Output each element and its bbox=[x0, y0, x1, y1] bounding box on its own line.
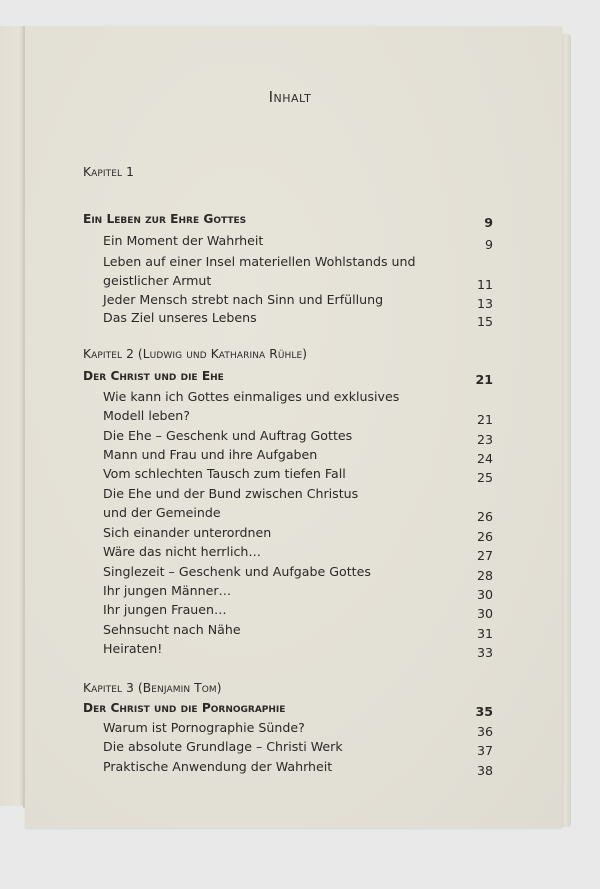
entry-title-continued: und der Gemeinde bbox=[103, 505, 221, 520]
entry-title: Die absolute Grundlage – Christi Werk bbox=[103, 739, 343, 754]
toc-entry[interactable] bbox=[83, 464, 493, 484]
chapter-heading-text: Kapitel 1 bbox=[83, 165, 134, 179]
page-number: 23 bbox=[476, 432, 493, 447]
entry-title: Das Ziel unseres Lebens bbox=[103, 310, 257, 325]
chapter-heading bbox=[83, 344, 493, 364]
page-number: 9 bbox=[484, 215, 493, 230]
toc-entry[interactable] bbox=[83, 562, 493, 582]
entry-title: Warum ist Pornographie Sünde? bbox=[103, 720, 305, 735]
toc-entry-line[interactable] bbox=[83, 484, 493, 504]
toc-entry[interactable] bbox=[83, 308, 493, 328]
page-number: 28 bbox=[476, 568, 493, 583]
entry-title: Leben auf einer Insel materiellen Wohlstands und bbox=[103, 254, 416, 269]
entry-title: Ihr jungen Frauen… bbox=[103, 602, 227, 617]
entry-title-continued: Modell leben? bbox=[103, 408, 190, 423]
page-number: 9 bbox=[484, 237, 493, 252]
toc-entry[interactable] bbox=[83, 639, 493, 659]
chapter-heading-text: Kapitel 3 (Benjamin Tom) bbox=[83, 681, 222, 695]
page-number: 13 bbox=[476, 296, 493, 311]
page-number: 21 bbox=[476, 412, 493, 427]
toc-entry[interactable] bbox=[83, 445, 493, 465]
toc-entry[interactable] bbox=[83, 600, 493, 620]
toc-entry[interactable] bbox=[83, 620, 493, 640]
entry-title: Wie kann ich Gottes einmaliges und exklusives bbox=[103, 389, 400, 404]
entry-title: Mann und Frau und ihre Aufgaben bbox=[103, 447, 318, 462]
page-number: 31 bbox=[476, 626, 493, 641]
book-gutter bbox=[23, 26, 25, 808]
chapter-title-row[interactable] bbox=[83, 698, 493, 718]
page-number: 26 bbox=[476, 529, 493, 544]
toc-entry[interactable] bbox=[83, 231, 493, 251]
chapter-heading-text: Kapitel 2 (Ludwig und Katharina Rühle) bbox=[83, 347, 308, 361]
entry-title: Ein Moment der Wahrheit bbox=[103, 233, 264, 248]
entry-title: Die Ehe – Geschenk und Auftrag Gottes bbox=[103, 428, 353, 443]
chapter-title: Ein Leben zur Ehre Gottes bbox=[83, 212, 247, 226]
page-number: 25 bbox=[476, 470, 493, 485]
toc-entry-line[interactable] bbox=[83, 387, 493, 407]
toc-entry[interactable] bbox=[83, 757, 493, 777]
page-number: 15 bbox=[476, 314, 493, 329]
toc-entry[interactable] bbox=[83, 503, 493, 523]
chapter-heading bbox=[83, 162, 493, 182]
toc-entry[interactable] bbox=[83, 426, 493, 446]
toc-entry-line[interactable] bbox=[83, 252, 493, 272]
page-title: Inhalt bbox=[268, 88, 312, 106]
page-number: 33 bbox=[476, 645, 493, 660]
toc-entry[interactable] bbox=[83, 718, 493, 738]
entry-title-continued: geistlicher Armut bbox=[103, 273, 212, 288]
page-number: 30 bbox=[476, 606, 493, 621]
chapter-heading bbox=[83, 678, 493, 698]
page-number: 11 bbox=[476, 277, 493, 292]
chapter-title: Der Christ und die Ehe bbox=[83, 369, 224, 383]
page-number: 35 bbox=[475, 704, 493, 719]
page-number: 26 bbox=[476, 509, 493, 524]
entry-title: Sich einander unterordnen bbox=[103, 525, 272, 540]
facing-page-edge bbox=[0, 26, 24, 806]
entry-title: Wäre das nicht herrlich… bbox=[103, 544, 261, 559]
chapter-title: Der Christ und die Pornographie bbox=[83, 701, 286, 715]
entry-title: Singlezeit – Geschenk und Aufgabe Gottes bbox=[103, 564, 371, 579]
toc-entry[interactable] bbox=[83, 523, 493, 543]
entry-title: Vom schlechten Tausch zum tiefen Fall bbox=[103, 466, 346, 481]
page-number: 36 bbox=[476, 724, 493, 739]
entry-title: Praktische Anwendung der Wahrheit bbox=[103, 759, 333, 774]
page-number: 24 bbox=[476, 451, 493, 466]
chapter-title-row[interactable] bbox=[83, 209, 493, 229]
page-number: 30 bbox=[476, 587, 493, 602]
page-number: 37 bbox=[476, 743, 493, 758]
entry-title: Sehnsucht nach Nähe bbox=[103, 622, 241, 637]
toc-entry[interactable] bbox=[83, 737, 493, 757]
entry-title: Ihr jungen Männer… bbox=[103, 583, 232, 598]
toc-entry[interactable] bbox=[83, 406, 493, 426]
entry-title: Jeder Mensch strebt nach Sinn und Erfüllung bbox=[103, 292, 384, 307]
chapter-title-row[interactable] bbox=[83, 366, 493, 386]
page-number: 38 bbox=[476, 763, 493, 778]
toc-entry[interactable] bbox=[83, 290, 493, 310]
entry-title: Die Ehe und der Bund zwischen Christus bbox=[103, 486, 359, 501]
toc-entry[interactable] bbox=[83, 581, 493, 601]
toc-entry[interactable] bbox=[83, 271, 493, 291]
entry-title: Heiraten! bbox=[103, 641, 163, 656]
page-number: 21 bbox=[475, 372, 493, 387]
page-number: 27 bbox=[476, 548, 493, 563]
toc-entry[interactable] bbox=[83, 542, 493, 562]
